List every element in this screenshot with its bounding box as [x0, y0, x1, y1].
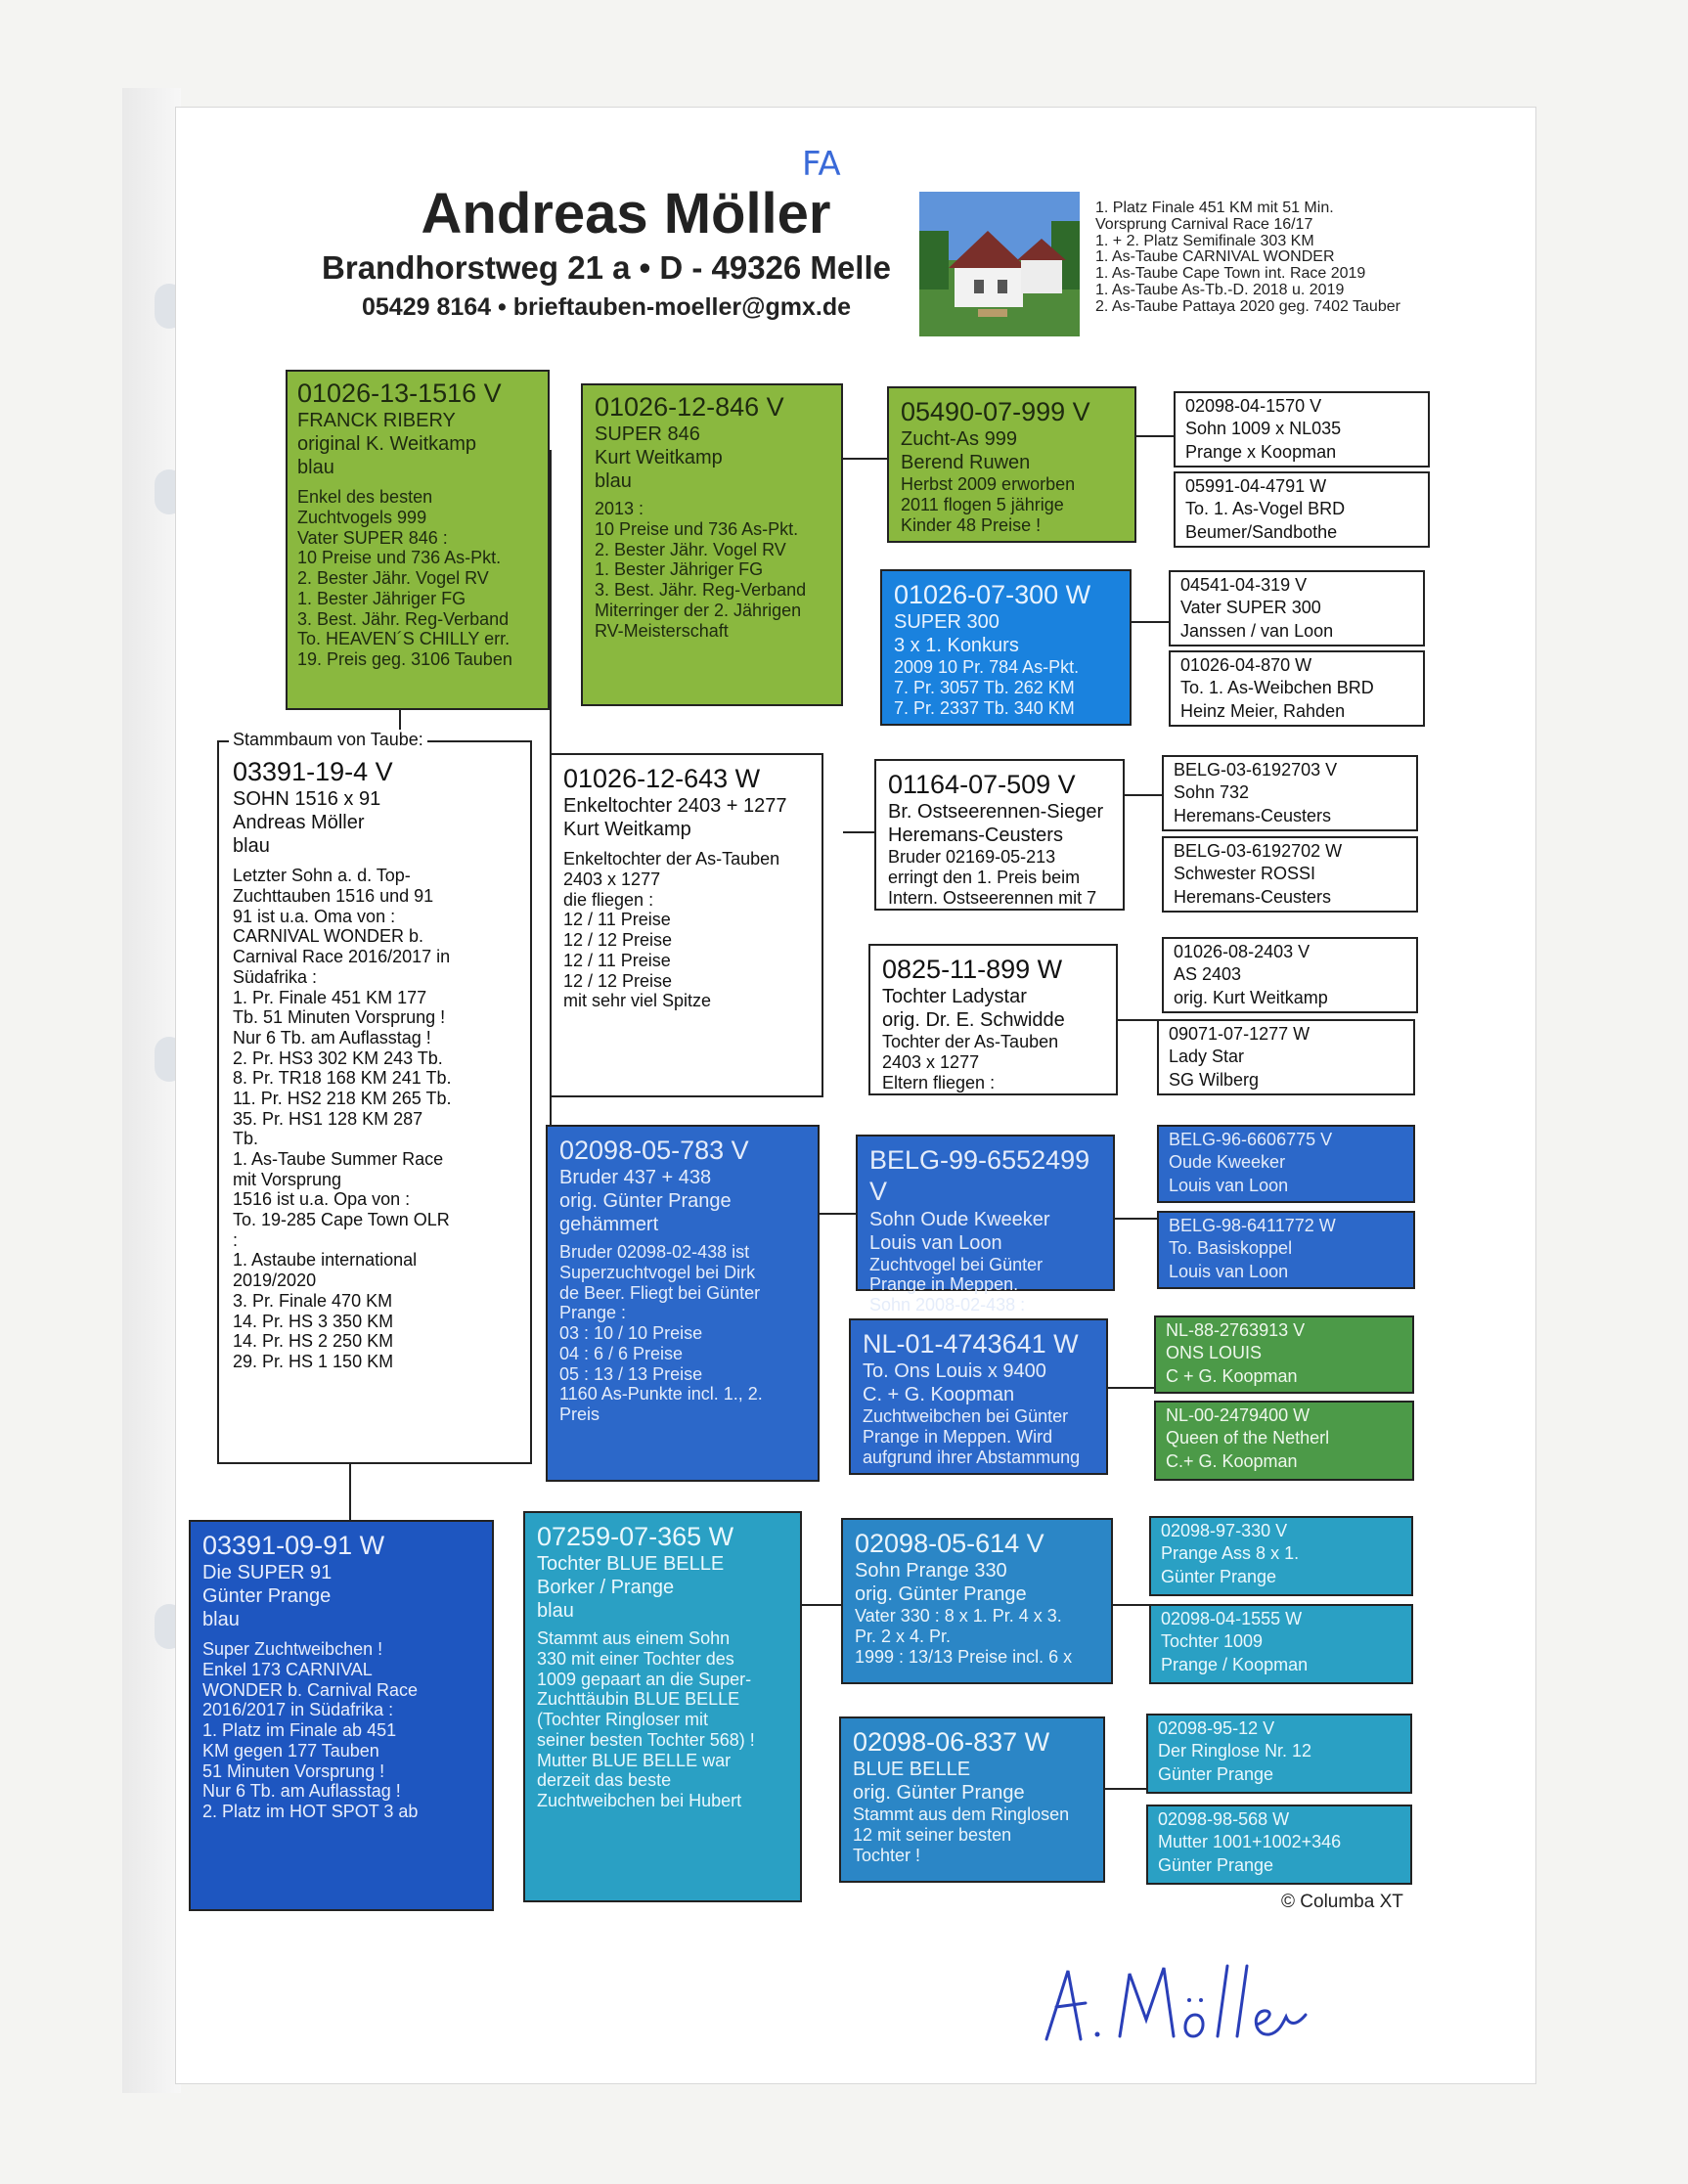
pigeon-breeder: C + G. Koopman: [1166, 1365, 1298, 1386]
pigeon-name: Die SUPER 91: [202, 1562, 333, 1584]
pigeon-name: SOHN 1516 x 91: [233, 788, 381, 811]
note-line: 1. As-Taube Summer Race: [233, 1149, 444, 1170]
note-line: Tochter !: [853, 1845, 921, 1865]
pigeon-name: SUPER 300: [894, 611, 999, 634]
note-line: 2016/2017 in Südafrika :: [202, 1700, 394, 1720]
pigeon-breeder: orig. Dr. E. Schwidde: [882, 1009, 1065, 1032]
connector: [843, 458, 887, 460]
father-box: [286, 370, 550, 710]
pigeon-breeder: original K. Weitkamp: [297, 433, 477, 456]
pigeon-color: blau: [595, 470, 632, 493]
breeder-contact: 05429 8164 • brieftauben-moeller@gmx.de: [362, 293, 851, 321]
ring-number: 01026-07-300 W: [894, 580, 1091, 609]
gen4-box: [1146, 1714, 1412, 1794]
pigeon-name: Tochter BLUE BELLE: [537, 1553, 725, 1576]
ring-number: NL-88-2763913 V: [1166, 1320, 1306, 1340]
ring-number: 01026-13-1516 V: [297, 379, 502, 408]
achievement-line: Vorsprung Carnival Race 16/17: [1095, 215, 1313, 233]
note-line: Intern. Ostseerennen mit 7: [888, 887, 1097, 908]
connector: [1132, 621, 1169, 623]
pigeon-breeder: Heinz Meier, Rahden: [1180, 700, 1346, 721]
ring-number: 03391-19-4 V: [233, 757, 393, 786]
ring-number: 0825-11-899 W: [882, 955, 1063, 984]
pigeon-name: To. Ons Louis x 9400: [863, 1360, 1046, 1383]
pigeon-breeder: Günter Prange: [1161, 1566, 1277, 1586]
note-line: 2. Bester Jähr. Vogel RV: [595, 539, 786, 559]
pigeon-name: Br. Ostseerennen-Sieger: [888, 801, 1104, 824]
ring-number: 02098-05-614 V: [855, 1529, 1044, 1558]
pigeon-breeder: SG Wilberg: [1169, 1069, 1260, 1090]
note-line: Miterringer der 2. Jährigen: [595, 600, 802, 620]
note-line: 1516 ist u.a. Opa von :: [233, 1189, 411, 1210]
note-line: Nur 6 Tb. am Auflasstag !: [233, 1027, 431, 1047]
note-line: 2019/2020: [233, 1270, 317, 1291]
note-line: 3. Best. Jähr. Reg-Verband: [595, 580, 807, 601]
note-line: Stammt aus dem Ringlosen: [853, 1805, 1070, 1825]
note-line: Enkel 173 CARNIVAL: [202, 1660, 373, 1680]
achievement-line: 1. Platz Finale 451 KM mit 51 Min.: [1095, 200, 1334, 216]
note-line: 1999 : 13/13 Preise incl. 6 x: [855, 1646, 1073, 1667]
gen4-box: [1157, 1211, 1415, 1289]
pigeon-breeder: Günter Prange: [202, 1585, 332, 1608]
pigeon-breeder: Louis van Loon: [869, 1231, 1002, 1254]
ring-number: 07259-07-365 W: [537, 1522, 734, 1551]
pigeon-name: Tochter 1009: [1161, 1631, 1264, 1652]
achievement-line: 2. As-Taube Pattaya 2020 geg. 7402 Tauber: [1095, 297, 1400, 315]
note-line: WONDER b. Carnival Race: [202, 1679, 419, 1700]
note-line: 03 : 10 / 10 Preise: [559, 1323, 703, 1344]
note-line: 35. Pr. HS1 128 KM 287: [233, 1108, 423, 1129]
connector: [1136, 435, 1174, 437]
mother-box: [189, 1520, 494, 1911]
pigeon-color: gehämmert: [559, 1214, 659, 1236]
note-line: 3. Pr. Finale 470 KM: [233, 1290, 393, 1311]
pigeon-name: ONS LOUIS: [1166, 1343, 1263, 1363]
pigeon-breeder: 3 x 1. Konkurs: [894, 635, 1019, 657]
gen4-box: [1174, 391, 1430, 468]
note-line: 10 Preise und 736 As-Pkt.: [595, 519, 799, 540]
note-line: 12 / 11 Preise: [563, 910, 671, 930]
note-line: 12 / 11 Preise: [563, 950, 671, 970]
note-line: 7. Pr. 3057 Tb. 262 KM: [894, 678, 1075, 698]
pigeon-name: BLUE BELLE: [853, 1759, 971, 1781]
note-line: Zuchtweibchen bei Hubert: [537, 1790, 742, 1810]
note-line: Enkeltochter der As-Tauben: [563, 849, 780, 869]
pigeon-breeder: Prange x Koopman: [1185, 441, 1337, 462]
breeder-name: Andreas Möller: [421, 182, 831, 245]
ring-number: 01026-12-846 V: [595, 392, 784, 422]
note-line: 8. Pr. TR18 168 KM 241 Tb.: [233, 1068, 452, 1089]
note-line: de Beer. Fliegt bei Günter: [559, 1282, 761, 1303]
pigeon-breeder: orig. Günter Prange: [559, 1190, 732, 1213]
note-line: mit sehr viel Spitze: [563, 991, 712, 1011]
ggp-mmf-box: [841, 1518, 1113, 1684]
note-line: 51 Minuten Vorsprung !: [202, 1761, 385, 1781]
note-line: 19. Preis geg. 3106 Tauben: [297, 648, 512, 669]
ring-number: 01164-07-509 V: [888, 770, 1076, 799]
pigeon-color: blau: [202, 1609, 240, 1631]
ggp-fmm-box: [868, 944, 1118, 1095]
connector: [1118, 1019, 1162, 1021]
note-line: To. 19-285 Cape Town OLR: [233, 1210, 450, 1230]
connector: [1125, 794, 1162, 796]
note-line: 12 / 12 Preise: [563, 930, 673, 951]
note-line: CARNIVAL WONDER b.: [233, 926, 424, 947]
note-line: Letzter Sohn a. d. Top-: [233, 866, 411, 886]
note-line: 12 / 12 Preise: [563, 970, 673, 991]
pigeon-name: Schwester ROSSI: [1174, 864, 1316, 884]
note-line: 1. Pr. Finale 451 KM 177: [233, 987, 427, 1007]
achievement-line: 1. As-Taube Cape Town int. Race 2019: [1095, 265, 1366, 283]
note-line: Herbst 2009 erworben: [901, 474, 1076, 495]
note-line: Prange in Meppen. Wird: [863, 1427, 1053, 1448]
pigeon-breeder: Louis van Loon: [1169, 1175, 1289, 1195]
gen4-box: [1149, 1604, 1413, 1684]
pigeon-name: SUPER 846: [595, 423, 700, 446]
note-line: Bruder 02169-05-213: [888, 847, 1056, 868]
note-line: 1. Astaube international: [233, 1250, 418, 1270]
connector: [1115, 1218, 1157, 1220]
pigeon-name: AS 2403: [1174, 964, 1242, 985]
pigeon-name: Lady Star: [1169, 1047, 1245, 1067]
ring-number: 02098-04-1555 W: [1161, 1609, 1303, 1628]
pigeon-breeder: Günter Prange: [1158, 1763, 1274, 1784]
connector: [843, 831, 874, 833]
ring-number: 02098-98-568 W: [1158, 1809, 1290, 1829]
pigeon-color: blau: [537, 1600, 574, 1623]
note-line: Kinder 48 Preise !: [901, 514, 1042, 535]
ring-number: 09071-07-1277 W: [1169, 1024, 1310, 1044]
ring-number: BELG-03-6192703 V: [1174, 760, 1338, 780]
gen4-box: [1154, 1315, 1414, 1394]
pigeon-name: Vater SUPER 300: [1180, 598, 1321, 618]
note-line: 05 : 13 / 13 Preise: [559, 1363, 703, 1384]
note-line: 14. Pr. HS 3 350 KM: [233, 1311, 394, 1331]
pigeon-breeder: Andreas Möller: [233, 812, 365, 834]
note-line: 1160 As-Punkte incl. 1., 2.: [559, 1384, 763, 1404]
pedigree-label: Stammbaum von Taube:: [229, 730, 427, 750]
ring-number: 02098-04-1570 V: [1185, 396, 1322, 416]
ring-number: 05490-07-999 V: [901, 397, 1090, 426]
note-line: 2011 flogen 5 jährige: [901, 495, 1064, 515]
gen4-box: [1162, 937, 1418, 1013]
ring-number: BELG-99-6552499 V: [869, 1145, 1090, 1207]
ring-number: NL-01-4743641 W: [863, 1329, 1079, 1359]
pigeon-name: Zucht-As 999: [901, 428, 1017, 451]
handwritten-annotation: FA: [802, 145, 841, 184]
note-line: Südafrika :: [233, 966, 318, 987]
note-line: 10 Preise und 736 As-Pkt.: [297, 548, 502, 568]
gen4-box: [1169, 570, 1425, 646]
pigeon-breeder: Heremans-Ceusters: [888, 825, 1063, 847]
ggp-mmm-box: [839, 1716, 1105, 1883]
note-line: seiner besten Tochter 568) !: [537, 1729, 755, 1750]
gen4-box: [1146, 1805, 1412, 1885]
note-line: 2013 :: [595, 499, 644, 519]
note-line: Tochter der As-Tauben: [882, 1032, 1059, 1052]
pigeon-breeder: Kurt Weitkamp: [563, 819, 691, 841]
note-line: 2403 x 1277: [882, 1052, 980, 1073]
handwritten-signature: [1027, 1946, 1320, 2054]
note-line: 1. Platz im Finale ab 451: [202, 1720, 397, 1741]
note-line: KM gegen 177 Tauben: [202, 1740, 379, 1761]
ring-number: BELG-03-6192702 W: [1174, 841, 1343, 861]
pigeon-name: Tochter Ladystar: [882, 986, 1027, 1008]
achievements-list: [1095, 201, 1400, 316]
pigeon-name: Mutter 1001+1002+346: [1158, 1832, 1342, 1852]
ring-number: 02098-05-783 V: [559, 1136, 749, 1165]
achievement-line: 1. + 2. Platz Semifinale 303 KM: [1095, 232, 1314, 249]
note-line: Super Zuchtweibchen !: [202, 1639, 383, 1660]
achievement-line: 1. As-Taube CARNIVAL WONDER: [1095, 248, 1335, 266]
note-line: To. HEAVEN´S CHILLY err.: [297, 629, 511, 649]
grandfather-paternal-box: [581, 383, 843, 706]
note-line: derzeit das beste: [537, 1770, 672, 1791]
gen4-box: [1154, 1401, 1414, 1481]
gen4-box: [1157, 1125, 1415, 1203]
pigeon-breeder: Heremans-Ceusters: [1174, 886, 1332, 907]
pigeon-name: Sohn 732: [1174, 782, 1250, 803]
pigeon-name: Bruder 437 + 438: [559, 1167, 712, 1189]
ring-number: 02098-95-12 V: [1158, 1718, 1275, 1738]
ring-number: 02098-06-837 W: [853, 1727, 1050, 1757]
note-line: Preis: [559, 1404, 600, 1424]
ring-number: 01026-12-643 W: [563, 764, 761, 793]
ring-number: 01026-04-870 W: [1180, 655, 1312, 675]
breeder-address: Brandhorstweg 21 a • D - 49326 Melle: [322, 249, 891, 286]
pigeon-breeder: Prange / Koopman: [1161, 1654, 1309, 1674]
pigeon-breeder: Berend Ruwen: [901, 452, 1031, 474]
sleeve-edge: [122, 88, 181, 2093]
note-line: 14. Pr. HS 2 250 KM: [233, 1331, 394, 1352]
note-line: 11. Pr. HS2 218 KM 265 Tb.: [233, 1088, 452, 1108]
note-line: erringt den 1. Preis beim: [888, 868, 1081, 888]
grandfather-maternal-box: [546, 1125, 820, 1482]
ring-number: 01026-08-2403 V: [1174, 942, 1310, 961]
ring-number: 03391-09-91 W: [202, 1531, 385, 1560]
note-line: Carnival Race 2016/2017 in: [233, 947, 451, 967]
note-line: Nur 6 Tb. am Auflasstag !: [202, 1781, 401, 1802]
pigeon-breeder: orig. Günter Prange: [855, 1583, 1027, 1606]
pigeon-name: Sohn 1009 x NL035: [1185, 419, 1342, 439]
achievement-line: 1. As-Taube As-Tb.-D. 2018 u. 2019: [1095, 281, 1345, 298]
gen4-box: [1162, 836, 1418, 913]
note-line: Mutter BLUE BELLE war: [537, 1750, 732, 1770]
pigeon-name: Prange Ass 8 x 1.: [1161, 1543, 1300, 1564]
loft-photo: [919, 192, 1080, 336]
pigeon-breeder: C. + G. Koopman: [863, 1384, 1015, 1406]
pigeon-breeder: Heremans-Ceusters: [1174, 805, 1332, 825]
pigeon-breeder: orig. Kurt Weitkamp: [1174, 987, 1328, 1007]
pigeon-breeder: Kurt Weitkamp: [595, 447, 723, 469]
pigeon-name: Der Ringlose Nr. 12: [1158, 1741, 1312, 1761]
note-line: Sohn 2008-02-438 :: [869, 1295, 1026, 1315]
note-line: 91 ist u.a. Oma von :: [233, 906, 396, 926]
note-line: Superzuchtvogel bei Dirk: [559, 1263, 756, 1283]
note-line: 2009 10 Pr. 784 As-Pkt.: [894, 657, 1080, 678]
note-line: Prange in Meppen.: [869, 1274, 1019, 1295]
pigeon-color: blau: [297, 457, 334, 479]
pigeon-name: To. 1. As-Weibchen BRD: [1180, 678, 1374, 698]
note-line: Zuchtvogel bei Günter: [869, 1254, 1044, 1274]
note-line: :: [233, 1229, 239, 1250]
pigeon-name: FRANCK RIBERY: [297, 410, 456, 432]
pigeon-name: To. 1. As-Vogel BRD: [1185, 499, 1346, 519]
pigeon-name: Oude Kweeker: [1169, 1152, 1286, 1173]
note-line: Zuchttäubin BLUE BELLE: [537, 1689, 740, 1710]
ring-number: BELG-98-6411772 W: [1169, 1216, 1336, 1235]
note-line: (Tochter Ringloser mit: [537, 1710, 709, 1730]
note-line: 2. Platz im HOT SPOT 3 ab: [202, 1801, 419, 1821]
ggp-mff-box: [856, 1135, 1115, 1315]
note-line: aufgrund ihrer Abstammung: [863, 1447, 1081, 1467]
note-line: 7. Pr. 2337 Tb. 340 KM: [894, 697, 1075, 718]
note-line: Vater 330 : 8 x 1. Pr. 4 x 3.: [855, 1606, 1062, 1627]
pigeon-breeder: Borker / Prange: [537, 1577, 675, 1599]
note-line: Vater SUPER 846 :: [297, 527, 448, 548]
ring-number: 02098-97-330 V: [1161, 1521, 1288, 1540]
pigeon-name: Enkeltochter 2403 + 1277: [563, 795, 787, 818]
note-line: 2403 x 1277: [563, 869, 661, 890]
pigeon-color: blau: [233, 835, 270, 858]
copyright: © Columba XT: [1281, 1892, 1403, 1912]
note-line: Prange :: [559, 1303, 627, 1323]
note-line: Pr. 2 x 4. Pr.: [855, 1627, 952, 1647]
gen4-box: [1169, 650, 1425, 727]
ggp-fff-box: [887, 386, 1136, 543]
note-line: 1. Bester Jähriger FG: [297, 588, 466, 608]
pigeon-name: Sohn Oude Kweeker: [869, 1208, 1050, 1230]
pigeon-breeder: orig. Günter Prange: [853, 1782, 1025, 1805]
note-line: Tb.: [233, 1129, 259, 1149]
note-line: 29. Pr. HS 1 150 KM: [233, 1351, 394, 1371]
ring-number: NL-00-2479400 W: [1166, 1405, 1310, 1425]
connector: [349, 1464, 351, 1520]
note-line: Tb. 51 Minuten Vorsprung !: [233, 1007, 446, 1028]
note-line: Enkel des besten: [297, 487, 433, 508]
note-line: 2. Bester Jähr. Vogel RV: [297, 568, 489, 589]
pigeon-name: Queen of the Netherl: [1166, 1428, 1330, 1449]
note-line: Bruder 02098-02-438 ist: [559, 1242, 750, 1263]
note-line: Stammt aus einem Sohn: [537, 1628, 731, 1649]
note-line: 1009 gepaart an die Super-: [537, 1669, 752, 1689]
subject-pigeon-box: [217, 740, 532, 1464]
ring-number: BELG-96-6606775 V: [1169, 1130, 1333, 1149]
ggp-mfm-box: [849, 1318, 1108, 1475]
connector: [1108, 1387, 1154, 1389]
note-line: 12 mit seiner besten: [853, 1825, 1012, 1846]
connector: [802, 1604, 841, 1606]
note-line: 3. Best. Jähr. Reg-Verband: [297, 608, 510, 629]
pigeon-name: Sohn Prange 330: [855, 1560, 1007, 1582]
note-line: die fliegen :: [563, 889, 654, 910]
note-line: mit Vorsprung: [233, 1169, 342, 1189]
note-line: Zuchtweibchen bei Günter: [863, 1406, 1069, 1427]
ggp-ffm-box: [880, 569, 1132, 726]
ggp-fmf-box: [874, 759, 1125, 911]
grandmother-paternal-box: [550, 753, 823, 1097]
gen4-box: [1174, 471, 1430, 548]
gen4-box: [1162, 755, 1418, 831]
pigeon-name: To. Basiskoppel: [1169, 1238, 1293, 1259]
gen4-box: [1149, 1516, 1413, 1596]
note-line: Eltern fliegen :: [882, 1072, 996, 1092]
ring-number: 04541-04-319 V: [1180, 575, 1308, 595]
gen4-box: [1157, 1019, 1415, 1095]
connector: [819, 1213, 856, 1215]
grandmother-maternal-box: [523, 1511, 802, 1902]
note-line: 04 : 6 / 6 Preise: [559, 1343, 684, 1363]
note-line: 330 mit einer Tochter des: [537, 1649, 734, 1670]
ring-number: 05991-04-4791 W: [1185, 476, 1327, 496]
pigeon-breeder: C.+ G. Koopman: [1166, 1450, 1298, 1471]
note-line: 2. Pr. HS3 302 KM 243 Tb.: [233, 1047, 443, 1068]
pigeon-breeder: Beumer/Sandbothe: [1185, 521, 1338, 542]
pigeon-breeder: Louis van Loon: [1169, 1261, 1289, 1281]
note-line: Zuchtvogels 999: [297, 508, 427, 528]
note-line: Zuchttauben 1516 und 91: [233, 886, 434, 907]
note-line: RV-Meisterschaft: [595, 620, 729, 641]
note-line: 1. Bester Jähriger FG: [595, 559, 764, 580]
pigeon-breeder: Günter Prange: [1158, 1854, 1274, 1875]
pigeon-breeder: Janssen / van Loon: [1180, 620, 1334, 641]
